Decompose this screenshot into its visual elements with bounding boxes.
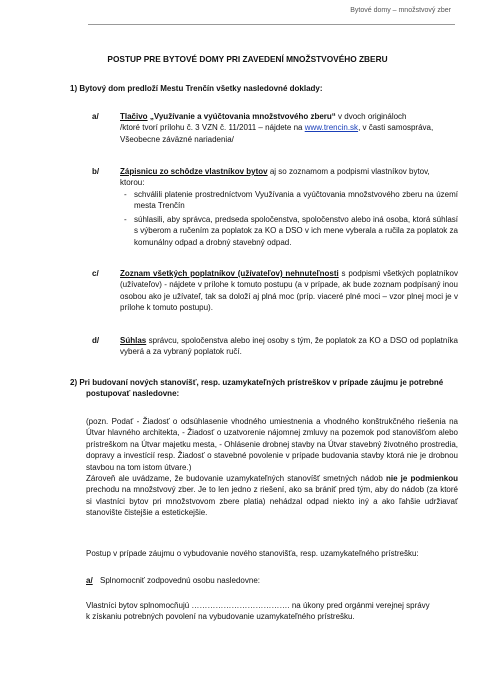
trencin-link[interactable]: www.trencin.sk — [304, 123, 359, 133]
section-2-para2-c: prechodu na množstvový zber. Je to len jedno z riešení, ako sa brániť pred tým, aby do nádob (za ktoré si vlastníci bytov pri množstvovom zbere platia) nehádzal odpad niekto iný a ako ľahšie udržiavať stanovište čistejšie a estetickejšie. — [86, 485, 458, 518]
item-a-quote: „Využívanie a vyúčtovania množstvového zberu“ — [149, 112, 336, 121]
sub-a-text: Splnomocniť zodpovednú osobu nasledovne: — [100, 576, 261, 585]
item-b-bullet-1 — [124, 189, 458, 212]
item-a — [120, 111, 458, 145]
item-c-text: s podpismi všetkých poplatníkov (užívateľov) - nájdete v prílohe k tomuto postupu (a v prípade, ak bude zoznam podpísaný inou osobou ako je užívateľ, tak sa doloží aj plná moc (príp. viaceré plné moci – vzor plnej moci je v prílohe k tomuto postupu). — [120, 269, 458, 313]
item-a-line2-end: , v časti samospráva, — [358, 123, 434, 133]
item-b-bullet-2 — [124, 214, 458, 248]
item-b — [120, 166, 458, 189]
item-a-line2: /ktoré tvorí prílohu č. 3 VZN č. 11/2011 – nájdete na — [120, 123, 305, 133]
item-a-rest: v dvoch origináloch — [335, 112, 407, 121]
section-2-para2-emphasis: nie je podmienkou — [385, 474, 459, 484]
bullet-dash: - — [124, 190, 127, 199]
item-c — [120, 268, 458, 314]
item-b-lead: Zápisnicu zo schôdze vlastníkov bytov — [120, 167, 268, 176]
item-d — [120, 335, 458, 358]
item-d-label: d/ — [92, 336, 100, 345]
item-a-lead: Tlačivo — [120, 112, 148, 121]
section-2-authorization — [86, 600, 458, 623]
section-2-note-text: (pozn. Podať - Žiadosť o odsúhlasenie vhodného umiestnenia a vhodného konštrukčného riešenia na Útvar hlavného architekta, - Žiadosť o uzatvorenie nájomnej zmluvy na pozemok pod stanovišťom alebo prístreškom na Útvar majetku mesta, - Ohlásenie drobnej stavby na Útvar stavebný životného prostredia, dopravy a investícií resp. Žiadosť o stavebné povolenie v prípade budovania stavby ktorá nie je drobnou stavbou na tom istom útvare.) — [86, 417, 458, 472]
item-c-label: c/ — [92, 269, 99, 278]
section-2-para2-a: Zároveň ale uvádzame, že budovanie uzamykateľných stanovíšť smetných nádob — [86, 474, 386, 484]
section-2-note — [86, 416, 458, 519]
section-2-heading-line-2: postupovať nasledovne: — [86, 389, 180, 399]
item-b-rest: aj so zoznamom a podpismi vlastníkov bytov, — [267, 167, 430, 176]
section-2-heading — [70, 377, 462, 400]
item-b-label: b/ — [92, 167, 100, 176]
running-header: Bytové domy – množstvový zber — [350, 7, 451, 14]
section-2-procedure: Postup v prípade záujmu o vybudovanie nového stanovišťa, resp. uzamykateľného prístrešku: — [86, 549, 419, 558]
item-b-bullet-2-text: súhlasili, aby správca, predseda spoločenstva, spoločenstvo alebo iná osoba, ktorá súhlasí s výberom a ručením za poplatok za KO a DSO v ich mene vyberala a ručila za poplatok za komunálny odpad a drobný stavebný odpad. — [134, 215, 458, 247]
item-a-line3: Všeobecne záväzné nariadenia/ — [120, 134, 234, 144]
item-d-text: správcu, spoločenstva alebo inej osoby s tým, že poplatok za KO a DSO od poplatníka vyberá a za vybraný poplatok ručí. — [120, 336, 458, 357]
item-c-lead: Zoznam všetkých poplatníkov (užívateľov) nehnuteľnosti — [120, 269, 339, 278]
item-a-label: a/ — [92, 112, 99, 121]
document-title: POSTUP PRE BYTOVÉ DOMY PRI ZAVEDENÍ MNOŽSTVOVÉHO ZBERU — [107, 54, 388, 64]
section-2-heading-line-1: 2) Pri budovaní nových stanovíšť, resp. uzamykateľných prístreškov v prípade záujmu je potrebné — [70, 378, 444, 387]
authorization-line-1: Vlastníci bytov splnomocňujú ………………………………. na úkony pred orgánmi verejnej správy — [86, 601, 430, 610]
item-b-bullet-1-text: schválili platenie prostredníctvom Využívania a vyúčtovania množstvového zberu na území mesta Trenčín — [134, 190, 458, 211]
bullet-dash: - — [124, 215, 127, 224]
item-b-line2: ktorou: — [120, 178, 145, 188]
sub-a-label: a/ — [86, 576, 93, 585]
authorization-line-2: k získaniu potrebných povolení na vybudovanie uzamykateľného prístrešku. — [86, 612, 355, 622]
section-1-heading: 1) Bytový dom predloží Mestu Trenčín všetky nasledovné doklady: — [70, 84, 323, 93]
item-d-lead: Súhlas — [120, 336, 147, 345]
